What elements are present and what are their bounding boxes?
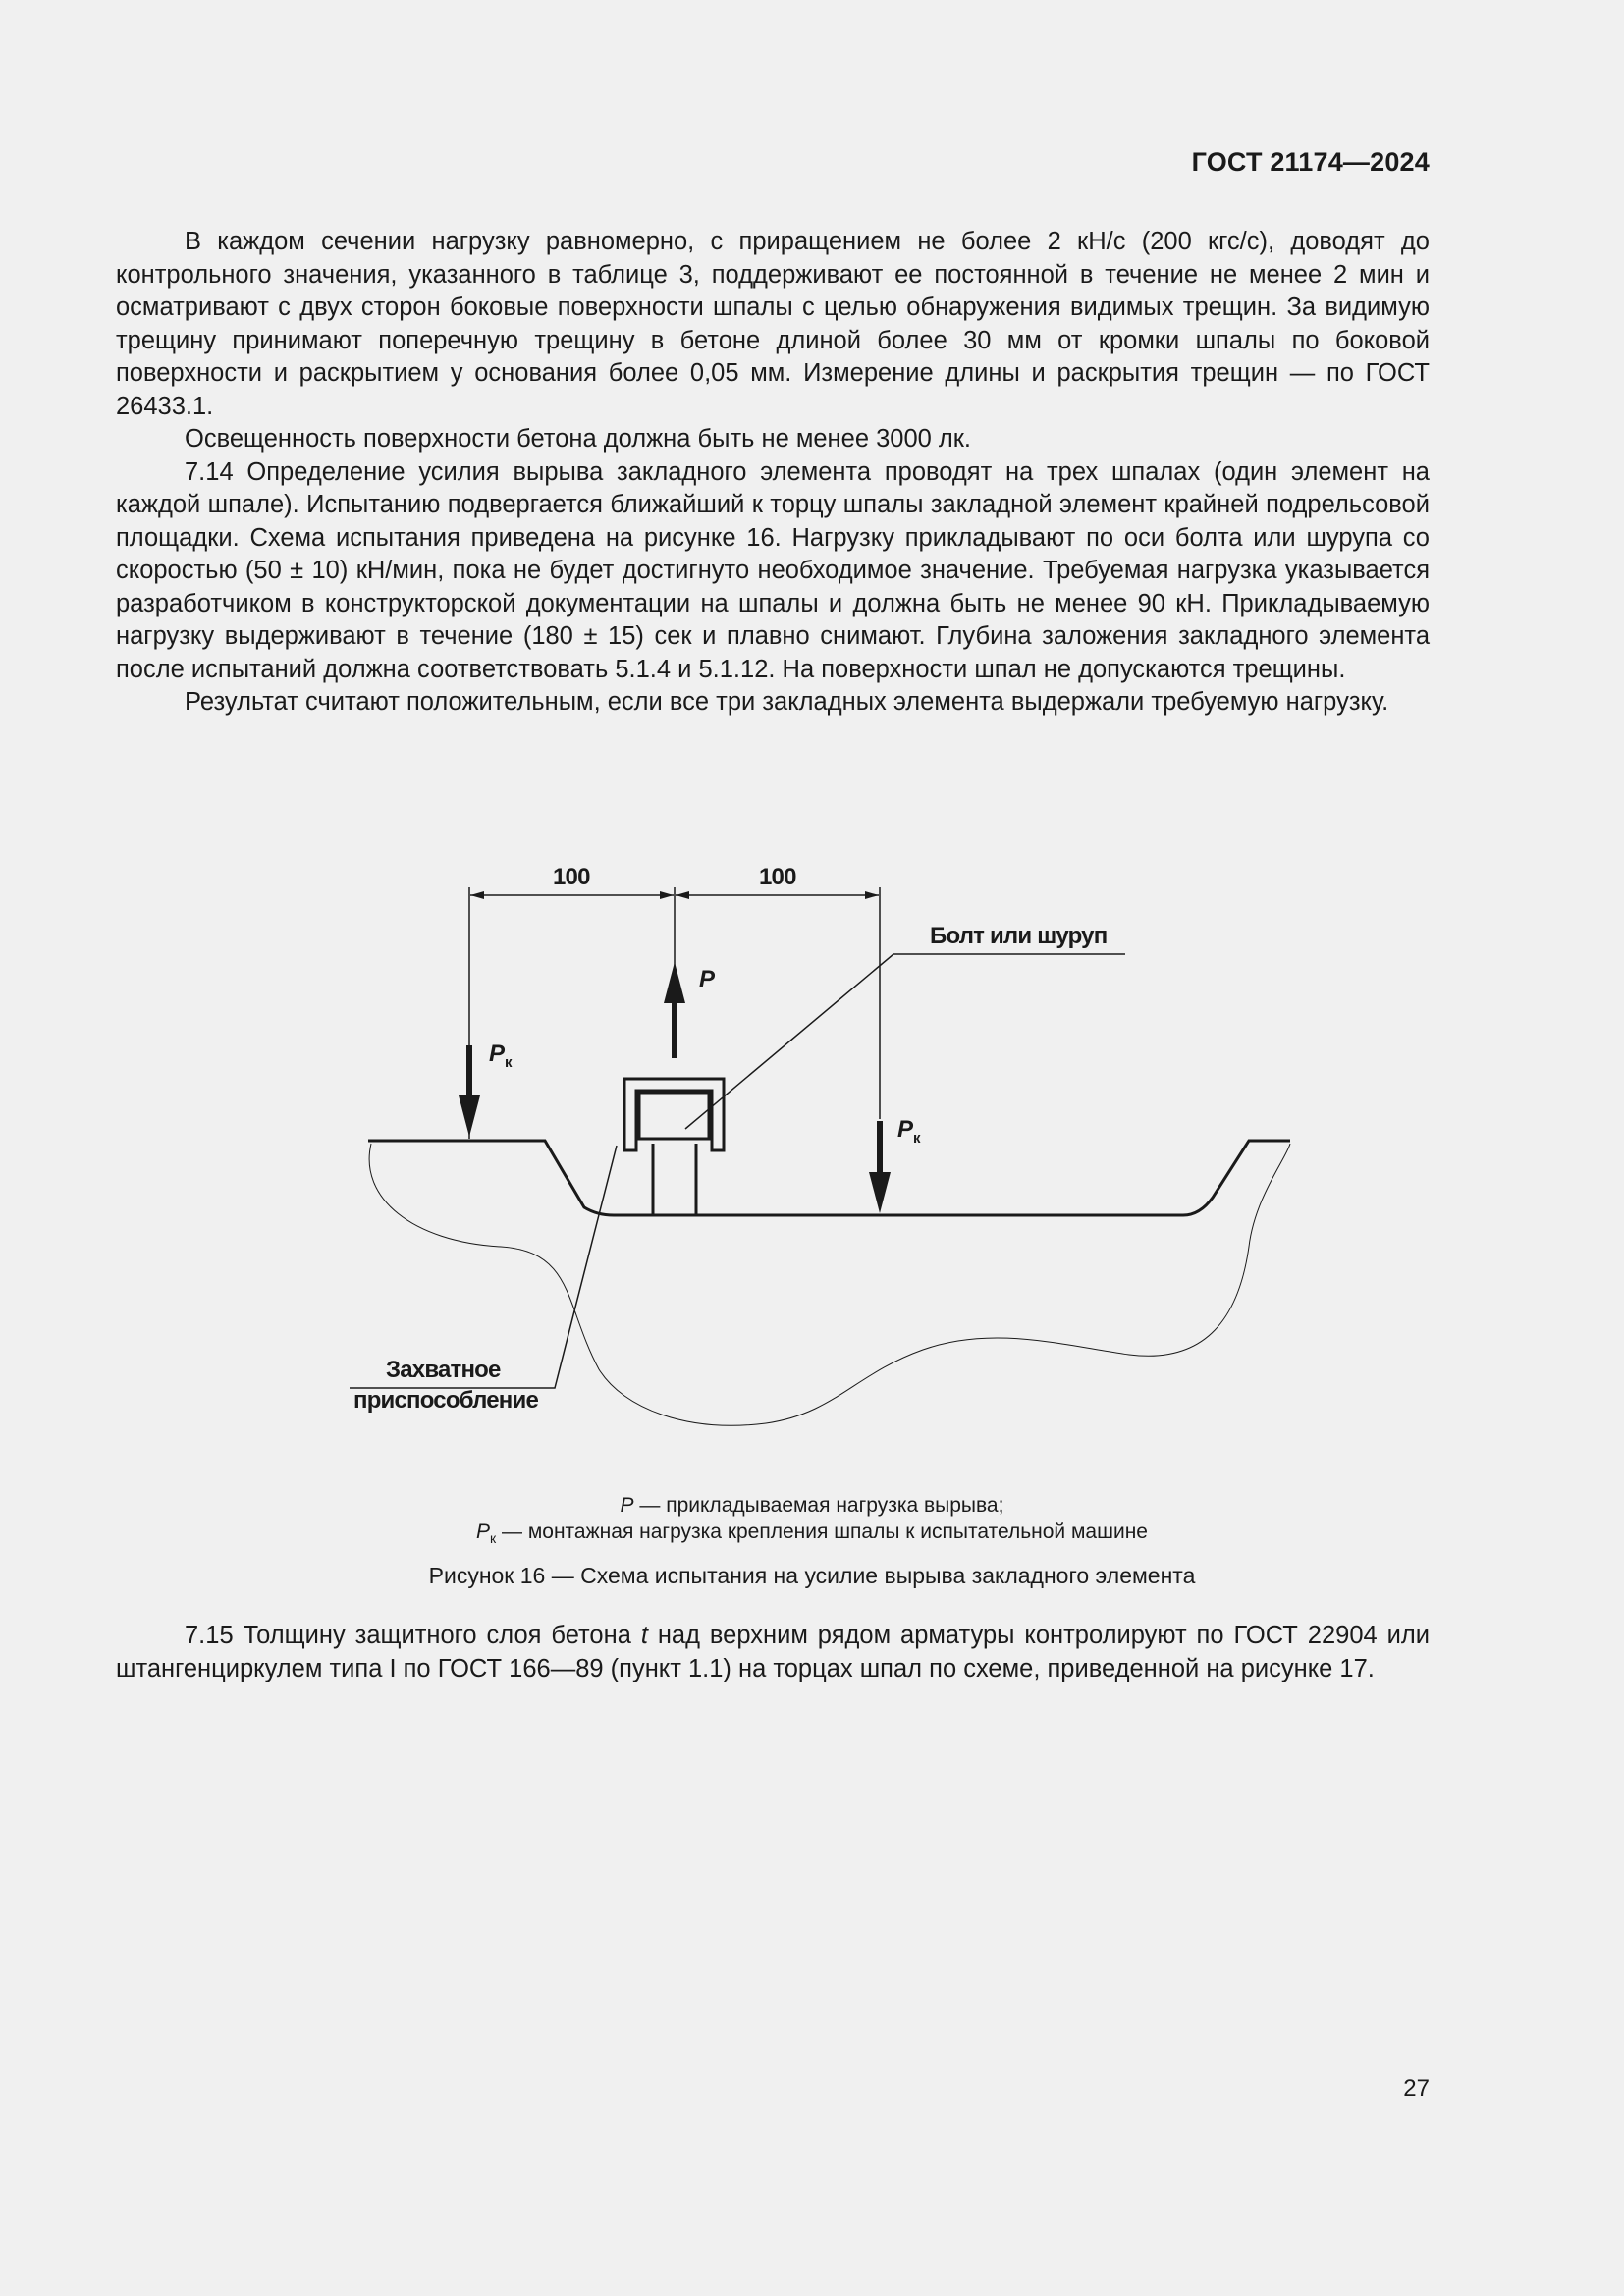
- legend-line-p: P — прикладываемая нагрузка вырыва;: [620, 1494, 1004, 1517]
- label-grip-line2: приспособление: [353, 1387, 539, 1414]
- test-scheme-drawing: [0, 844, 1624, 1512]
- paragraph: 7.14 Определение усилия вырыва закладного элемента проводят на трех шпалах (один элемент на каждой шпале). Испытанию подвергается ближайший к торцу шпалы закладной элемент крайней подрельсовой площадки. Схема испытания приведена на рисунке 16. Нагрузку прикладывают по оси болта или шурупа со скоростью (50 ± 10) кН/мин, пока не будет достигнуто необходимое значение. Требуемая нагрузка указывается разработчиком в конструкторской документации на шпалы и должна быть не менее 90 кН. Прикладываемую нагрузку выдерживают в течение (180 ± 15) сек и плавно снимают. Глубина заложения закладного элемента после испытаний должна соответствовать 5.1.4 и 5.1.12. На поверхности шпал не допускаются трещины.: [116, 457, 1430, 683]
- dimension-label-left: 100: [553, 864, 590, 890]
- symbol-pk-right: $P_к$: [897, 1116, 921, 1147]
- text-block-bottom: [116, 1620, 1430, 1685]
- page-number: 27: [1403, 2075, 1430, 2102]
- bolt-head: [639, 1093, 709, 1139]
- sleeper-outline: [368, 1141, 1290, 1215]
- dimension-label-right: 100: [759, 864, 796, 890]
- leader-bolt: [685, 954, 1125, 1129]
- load-arrow-pk-right-head: [869, 1172, 891, 1213]
- symbol-p: P: [699, 966, 716, 992]
- break-line: [369, 1144, 1290, 1425]
- figure-16: [0, 844, 1624, 1512]
- symbol-pk-left: $P_к$: [489, 1041, 513, 1071]
- paragraph: 7.15 Толщину защитного слоя бетона t над верхним рядом арматуры контролируют по ГОСТ 22904 или штангенциркулем типа I по ГОСТ 166—89 (пункт 1.1) на торцах шпал по схеме, приведенной на рисунке 17.: [116, 1622, 1430, 1682]
- label-grip-line1: Захватное: [386, 1357, 501, 1383]
- figure-caption: Рисунок 16 — Схема испытания на усилие вырыва закладного элемента: [428, 1563, 1196, 1588]
- legend-line-pk: $P_к$ — монтажная нагрузка крепления шпалы к испытательной машине: [476, 1521, 1148, 1547]
- text-block-top: [116, 226, 1430, 720]
- paragraph: Результат считают положительным, если все три закладных элемента выдержали требуемую нагрузку.: [185, 688, 1389, 716]
- document-header: ГОСТ 21174—2024: [1191, 147, 1430, 177]
- paragraph: Освещенность поверхности бетона должна быть не менее 3000 лк.: [185, 425, 972, 453]
- load-arrow-pk-left-head: [459, 1095, 480, 1137]
- paragraph: В каждом сечении нагрузку равномерно, с приращением не более 2 кН/с (200 кгс/с), доводят до контрольного значения, указанного в таблице 3, поддерживают ее постоянной в течение не менее 2 мин и осматривают с двух сторон боковые поверхности шпалы с целью обнаружения видимых трещин. За видимую трещину принимают поперечную трещину в бетоне длиной более 30 мм от кромки шпалы по боковой поверхности и раскрытием у основания более 0,05 мм. Измерение длины и раскрытия трещин — по ГОСТ 26433.1.: [116, 228, 1430, 420]
- leader-grip: [350, 1146, 617, 1388]
- load-arrow-p-head: [664, 962, 685, 1003]
- label-bolt-or-screw: Болт или шуруп: [930, 923, 1108, 949]
